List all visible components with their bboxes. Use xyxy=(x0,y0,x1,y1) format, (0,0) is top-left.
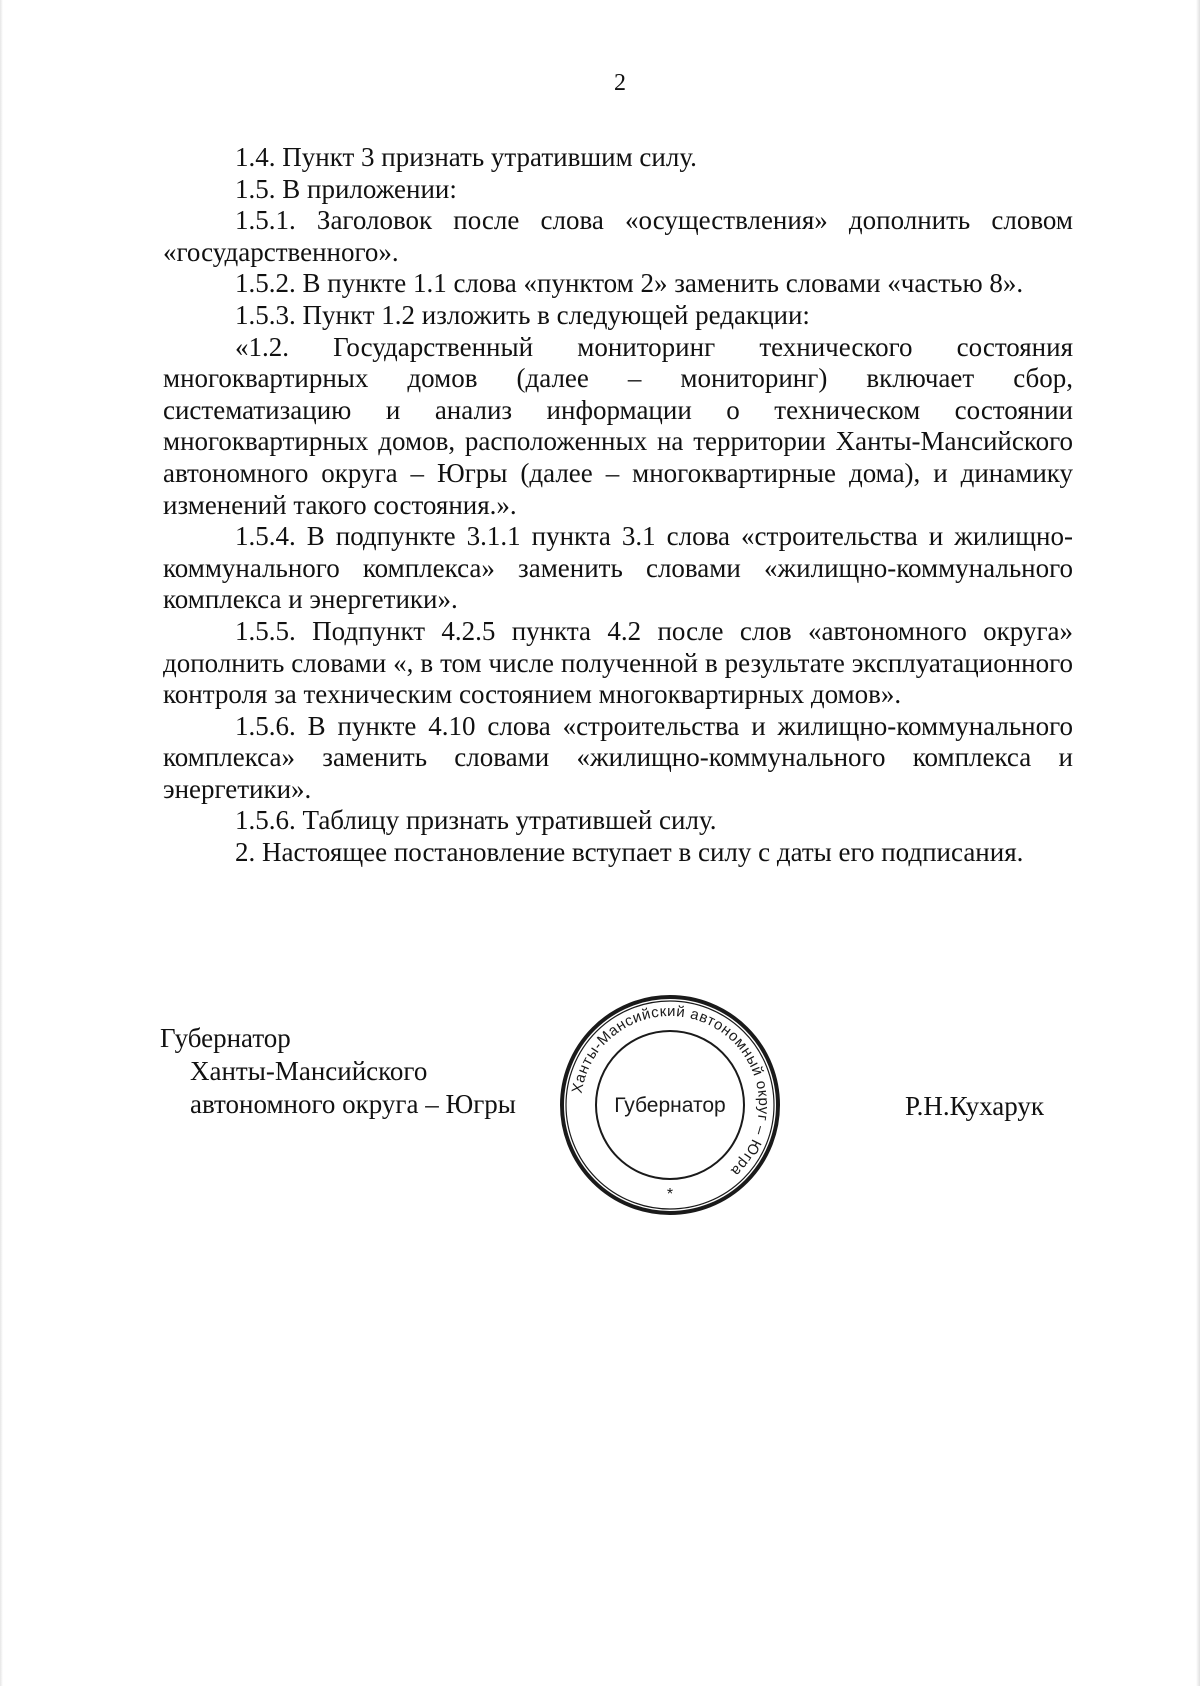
paragraph-1-5-5: 1.5.5. Подпункт 4.2.5 пункта 4.2 после слов «автономного округа» дополнить словами «, в том числе полученной в результате эксплуатационного контроля за техническим состоянием многоквартирных домов». xyxy=(163,615,1073,710)
signatory-title-line-2: Ханты-Мансийского xyxy=(190,1056,428,1086)
page-number: 2 xyxy=(614,70,626,96)
seal-star-icon: * xyxy=(666,1186,674,1203)
paragraph-1-4: 1.4. Пункт 3 признать утратившим силу. xyxy=(235,142,697,172)
signatory-title xyxy=(160,1022,516,1121)
paragraph-1-5-6-b: 1.5.6. Таблицу признать утратившей силу. xyxy=(235,805,717,836)
seal-center-text: Губернатор xyxy=(614,1094,726,1117)
paragraph-1-5-6-a: 1.5.6. В пункте 4.10 слова «строительства и жилищно-коммунального комплекса» заменить словами «жилищно-коммунального комплекса и энергетики». xyxy=(163,710,1073,804)
paragraph-1-5-3: 1.5.3. Пункт 1.2 изложить в следующей редакции: xyxy=(235,299,810,330)
document-body xyxy=(163,142,1073,869)
signatory-title-line-3: автономного округа – Югры xyxy=(190,1089,516,1119)
paragraph-1-5-1: 1.5.1. Заголовок после слова «осуществления» дополнить словом «государственного». xyxy=(163,205,1073,267)
scan-edge-left xyxy=(0,0,3,1686)
paragraph-1-5-4: 1.5.4. В подпункте 3.1.1 пункта 3.1 слова «строительства и жилищно-коммунального комплекса» заменить словами «жилищно-коммунального комплекса и энергетики». xyxy=(163,521,1073,615)
seal-ring-text: Ханты-Мансийский автономный округ – Югра xyxy=(568,1002,773,1180)
signatory-name: Р.Н.Кухарук xyxy=(905,1091,1045,1121)
scan-edge-right xyxy=(1196,0,1200,1686)
official-seal xyxy=(555,990,785,1220)
paragraph-1-5-2: 1.5.2. В пункте 1.1 слова «пунктом 2» заменить словами «частью 8». xyxy=(235,268,1024,299)
paragraph-2: 2. Настоящее постановление вступает в силу с даты его подписания. xyxy=(235,837,1024,868)
paragraph-1-5: 1.5. В приложении: xyxy=(235,173,457,204)
paragraph-1-2-quote: «1.2. Государственный мониторинг технического состояния многоквартирных домов (далее – мониторинг) включает сбор, систематизацию и анализ информации о техническом состоянии многоквартирных домов, расположенных на территории Ханты-Мансийского автономного округа – Югры (далее – многоквартирные дома), и динамику изменений такого состояния.». xyxy=(163,331,1073,520)
signatory-title-line-1: Губернатор xyxy=(160,1023,291,1053)
